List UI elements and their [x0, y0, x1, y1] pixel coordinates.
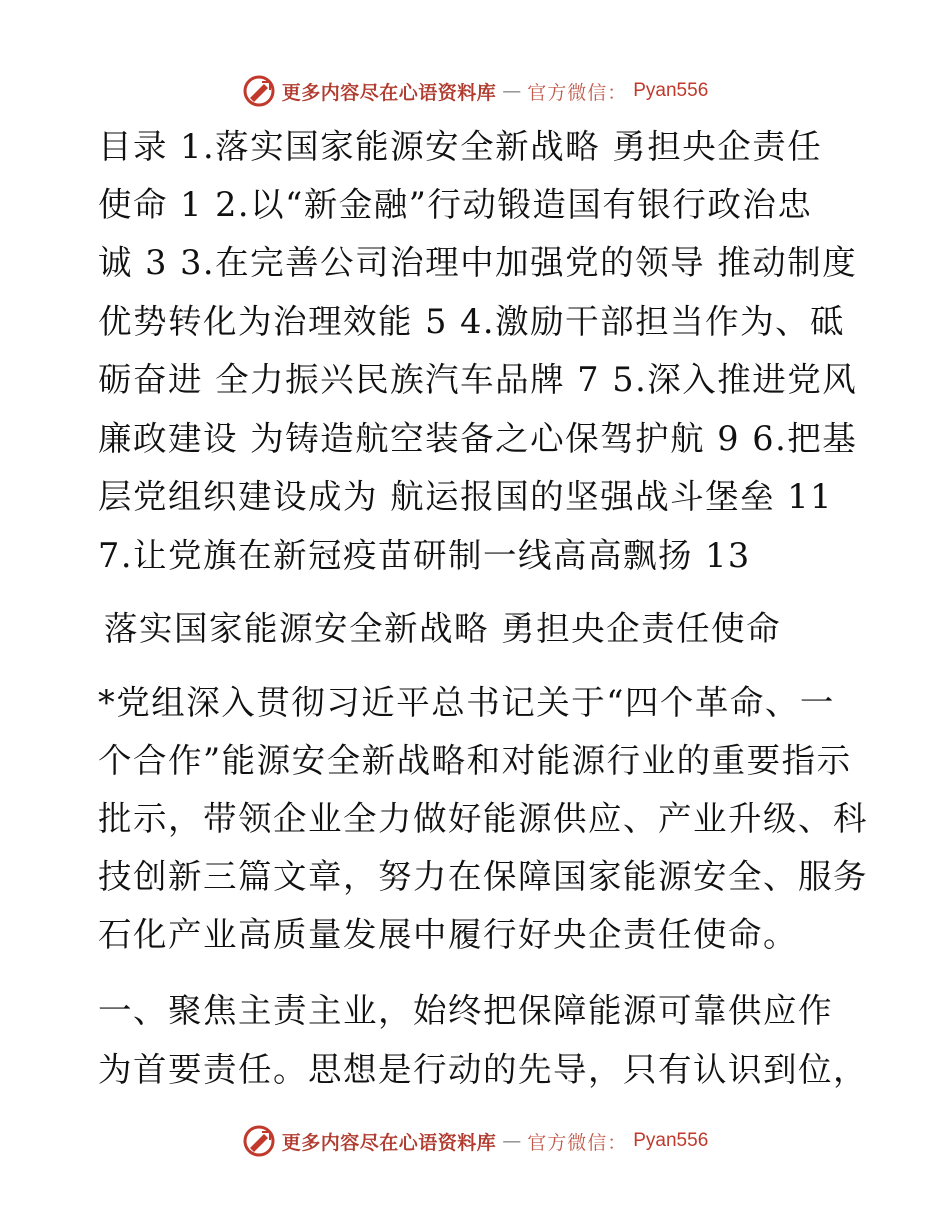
watermark-dash: — [502, 80, 522, 102]
watermark-dash: — [502, 1130, 522, 1152]
toc-line: 诚 3 3.在完善公司治理中加强党的领导 推动制度 [98, 243, 858, 282]
paragraph-line: 批示，带领企业全力做好能源供应、产业升级、科 [98, 799, 868, 838]
watermark-brand-text: 更多内容尽在心语资料库 [281, 1131, 497, 1154]
header-watermark [0, 71, 950, 111]
toc-line: 目录 1.落实国家能源安全新战略 勇担央企责任 [98, 127, 823, 166]
paragraph-line: 为首要责任。思想是行动的先导，只有认识到位， [98, 1050, 868, 1089]
paragraph-line: *党组深入贯彻习近平总书记关于“四个革命、一 [98, 683, 835, 722]
watermark-official-text: 官方微信： [527, 1131, 628, 1154]
paragraph-line: 一、聚焦主责主业，始终把保障能源可靠供应作 [98, 991, 833, 1030]
watermark-wechat-id: Pyan556 [633, 80, 709, 101]
brand-logo-icon [242, 74, 276, 108]
paragraph-line: 技创新三篇文章，努力在保障国家能源安全、服务 [98, 857, 868, 896]
paragraph-line: 石化产业高质量发展中履行好央企责任使命。 [98, 915, 798, 954]
toc-line: 使命 1 2.以“新金融”行动锻造国有银行政治忠 [98, 185, 813, 224]
toc-line: 优势转化为治理效能 5 4.激励干部担当作为、砥 [98, 302, 846, 341]
footer-watermark [0, 1121, 950, 1161]
toc-line: 层党组织建设成为 航运报国的坚强战斗堡垒 11 [98, 477, 833, 516]
brand-logo-icon [242, 1124, 276, 1158]
watermark-wechat-id: Pyan556 [633, 1130, 709, 1151]
toc-line: 砺奋进 全力振兴民族汽车品牌 7 5.深入推进党风 [98, 360, 858, 399]
toc-line: 廉政建设 为铸造航空装备之心保驾护航 9 6.把基 [98, 419, 858, 458]
watermark-brand-text: 更多内容尽在心语资料库 [281, 81, 497, 104]
section-title: 落实国家能源安全新战略 勇担央企责任使命 [104, 609, 782, 648]
watermark-official-text: 官方微信： [527, 81, 628, 104]
toc-line: 7.让党旗在新冠疫苗研制一线高高飘扬 13 [98, 536, 751, 575]
paragraph-line: 个合作”能源安全新战略和对能源行业的重要指示 [98, 741, 852, 780]
